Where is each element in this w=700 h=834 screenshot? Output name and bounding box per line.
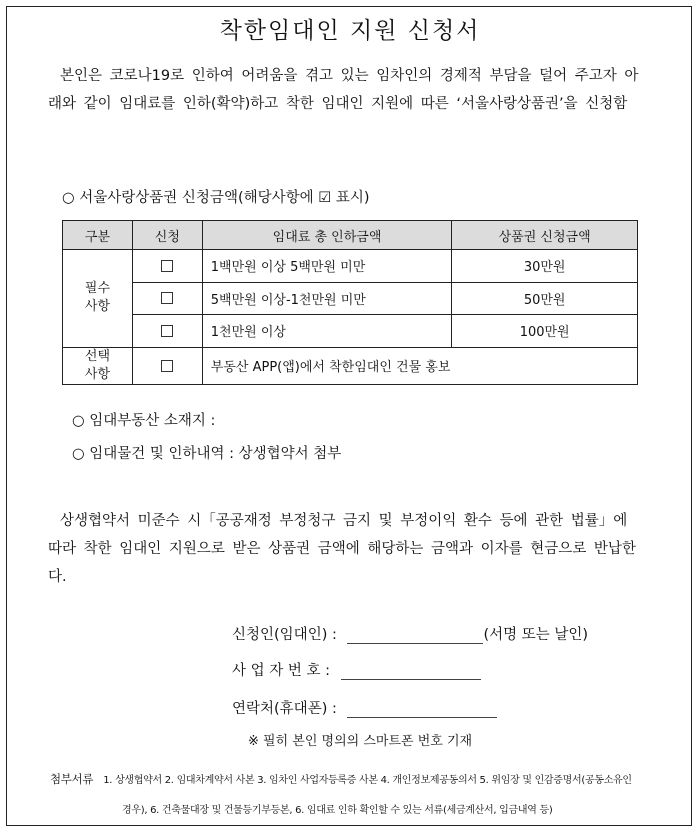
attachments-label: 첨부서류 bbox=[50, 772, 94, 786]
attachments-text-1: 1. 상생협약서 2. 임대차계약서 사본 3. 임차인 사업자등록증 사본 4. 개인정보제공동의서 5. 위임장 및 인감증명서(공동소유인 bbox=[103, 775, 632, 786]
attachment-line: ○ 임대물건 및 인하내역 : 상생협약서 첨부 bbox=[72, 446, 342, 462]
table-row bbox=[63, 315, 638, 348]
applicant-row bbox=[232, 623, 588, 644]
row-desc: 5백만원 이상-1천만원 미만 bbox=[202, 282, 452, 315]
notice-paragraph: 상생협약서 미준수 시「공공재정 부정청구 금지 및 부정이익 환수 등에 관한 법률」에 따라 착한 임대인 지원으로 받은 상품권 금액에 해당하는 금액과 이자를 현금으로 반납한다. bbox=[48, 513, 636, 585]
contact-field[interactable] bbox=[347, 701, 497, 718]
contact-row bbox=[232, 697, 497, 718]
header-voucher-amount: 상품권 신청금액 bbox=[452, 221, 638, 250]
intro-paragraph: 본인은 코로나19로 인하여 어려움을 겪고 있는 임차인의 경제적 부담을 덜어 주고자 아래와 같이 임대료를 인하(확약)하고 착한 임대인 지원에 따른 ‘서울사랑상품권’을 신청함 bbox=[48, 68, 639, 112]
group-optional bbox=[63, 347, 133, 384]
header-apply: 신청 bbox=[132, 221, 202, 250]
apply-cell[interactable] bbox=[132, 282, 202, 315]
group-required bbox=[63, 250, 133, 348]
checkbox[interactable] bbox=[161, 260, 173, 272]
row-desc: 1백만원 이상 5백만원 미만 bbox=[202, 250, 452, 283]
attachments-line-2: 경우), 6. 건축물대장 및 건물등기부등본, 6. 임대료 인하 확인할 수 있는 서류(세금계산서, 입금내역 등) bbox=[122, 805, 553, 816]
checkbox[interactable] bbox=[161, 325, 173, 337]
checkbox[interactable] bbox=[161, 360, 173, 372]
checkbox[interactable] bbox=[161, 292, 173, 304]
header-category: 구분 bbox=[63, 221, 133, 250]
table-header-row bbox=[63, 221, 638, 250]
header-total-reduction: 임대료 총 인하금액 bbox=[202, 221, 452, 250]
apply-cell[interactable] bbox=[132, 315, 202, 348]
voucher-heading: ○ 서울사랑상품권 신청금액(해당사항에 ☑ 표시) bbox=[62, 190, 370, 206]
business-number-field[interactable] bbox=[341, 663, 481, 680]
business-number-row bbox=[232, 659, 481, 680]
row-desc: 1천만원 이상 bbox=[202, 315, 452, 348]
row-amount: 50만원 bbox=[452, 282, 638, 315]
property-location-line: ○ 임대부동산 소재지 : bbox=[72, 413, 216, 429]
row-amount: 100만원 bbox=[452, 315, 638, 348]
phone-note: ※ 필히 본인 명의의 스마트폰 번호 기재 bbox=[248, 734, 473, 749]
application-table bbox=[62, 220, 638, 385]
business-number-label: 사 업 자 번 호 : bbox=[232, 663, 330, 679]
contact-label: 연락처(휴대폰) : bbox=[232, 701, 337, 717]
group-required-label: 필수 사항 bbox=[84, 281, 111, 315]
apply-cell[interactable] bbox=[132, 250, 202, 283]
attachments-line-1 bbox=[50, 764, 660, 796]
table-row bbox=[63, 282, 638, 315]
group-optional-label: 선택 사항 bbox=[84, 348, 111, 382]
table-row bbox=[63, 250, 638, 283]
row-amount: 30만원 bbox=[452, 250, 638, 283]
row-desc: 부동산 APP(앱)에서 착한임대인 건물 홍보 bbox=[202, 347, 637, 384]
table-row bbox=[63, 347, 638, 384]
apply-cell[interactable] bbox=[132, 347, 202, 384]
attachments bbox=[50, 764, 660, 826]
applicant-suffix: (서명 또는 날인) bbox=[483, 627, 589, 643]
applicant-field[interactable] bbox=[347, 627, 483, 644]
applicant-label: 신청인(임대인) : bbox=[232, 627, 337, 643]
page-title: 착한임대인 지원 신청서 bbox=[219, 18, 481, 44]
